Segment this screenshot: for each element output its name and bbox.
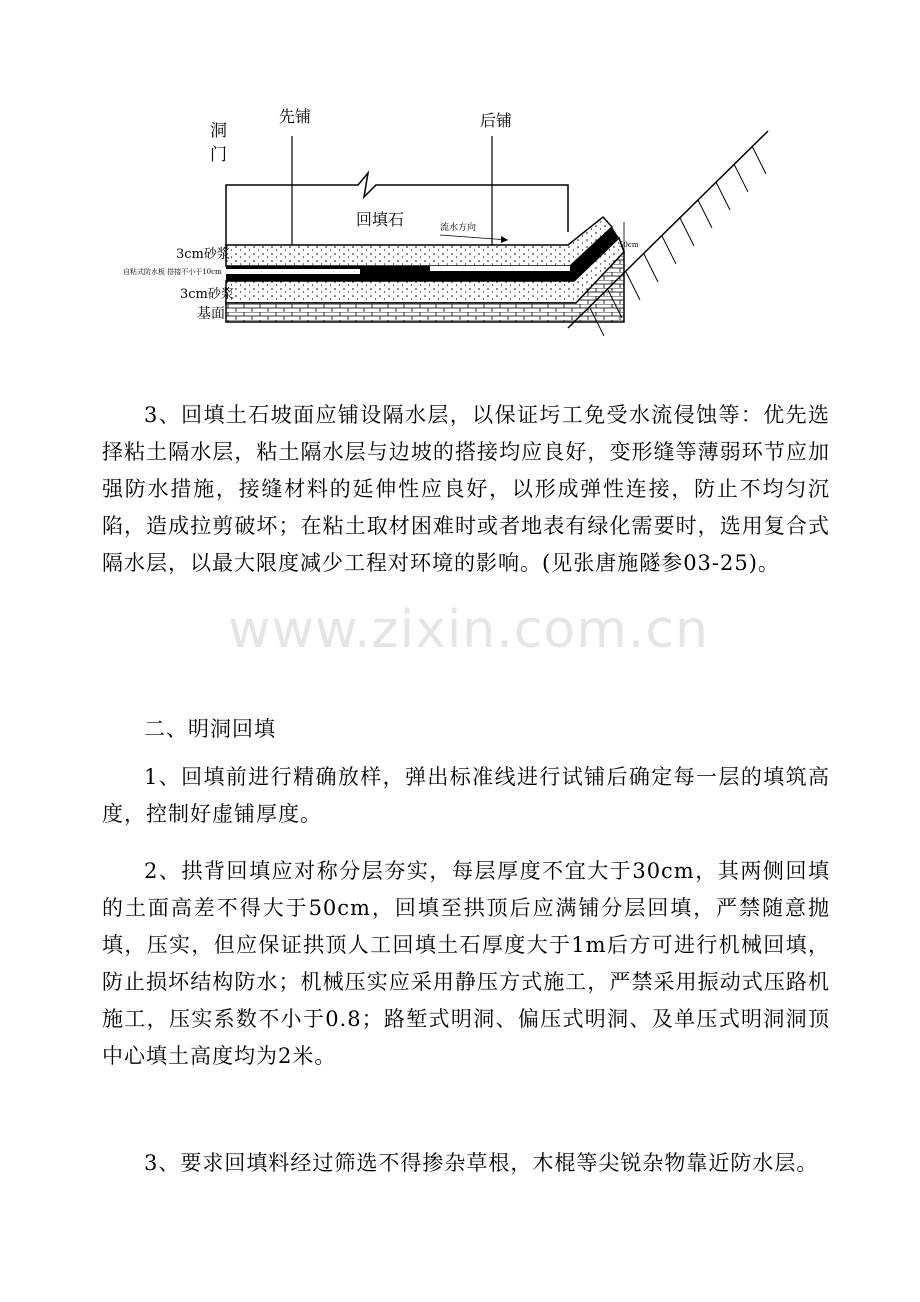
- membrane-gap-right: [430, 266, 570, 271]
- backfill-label: 回填石: [356, 210, 405, 229]
- watermark: www.zixin.com.cn: [228, 600, 709, 660]
- paragraph-2-2: 2、拱背回填应对称分层夯实，每层厚度不宜大于30cm，其两侧回填的土面高差不得大于50cm，回填至拱顶后应满铺分层回填，严禁随意抛填，压实，但应保证拱顶人工回填土石厚度大于1m后方可进行机械回填，防止损坏结构防水；机械压实应采用静压方式施工，严禁采用振动式压路机施工，压实系数不小于0.8；路堑式明洞、偏压式明洞、及单压式明洞洞顶中心填土高度均为2米。: [102, 859, 830, 1068]
- mortar-bottom-label: 3cm砂浆: [180, 287, 234, 302]
- flow-arrowhead: [501, 236, 508, 243]
- door-label-1: 洞: [210, 121, 227, 141]
- later-lay-label: 后铺: [480, 111, 513, 130]
- flow-label: 流水方向: [440, 223, 477, 233]
- base-label: 基面: [197, 306, 225, 322]
- door-label-2: 门: [210, 145, 227, 165]
- top-mortar-layer: [226, 217, 612, 266]
- paragraph-2-3: 3、要求回填料经过筛选不得掺杂草根，木棍等尖锐杂物靠近防水层。: [144, 1151, 819, 1175]
- waterproof-layer-diagram: [0, 0, 920, 380]
- membrane-label: 自粘式防水板 搭接不小于10cm: [123, 268, 222, 276]
- paragraph-2-1: 1、回填前进行精确放样，弹出标准线进行试铺后确定每一层的填筑高度，控制好虚铺厚度。: [102, 765, 830, 826]
- membrane-gap-left: [226, 269, 360, 274]
- first-lay-label: 先铺: [279, 107, 312, 126]
- paragraph-3: 3、回填土石坡面应铺设隔水层，以保证圬工免受水流侵蚀等：优先选择粘土隔水层，粘土隔水层与边坡的搭接均应良好，变形缝等薄弱环节应加强防水措施，接缝材料的延伸性应良好，以形成弹性连接，防止不均匀沉陷，造成拉剪破坏；在粘土取材困难时或者地表有绿化需要时，选用复合式隔水层，以最大限度减少工程对环境的影响。(见张唐施隧参03-25)。: [102, 403, 830, 575]
- mortar-top-label: 3cm砂浆: [176, 247, 230, 262]
- thickness-label: 50cm: [619, 241, 639, 249]
- section-heading-2: 二、明洞回填: [144, 717, 276, 741]
- backfill-outline: [226, 173, 568, 245]
- flow-arrow: [440, 235, 508, 240]
